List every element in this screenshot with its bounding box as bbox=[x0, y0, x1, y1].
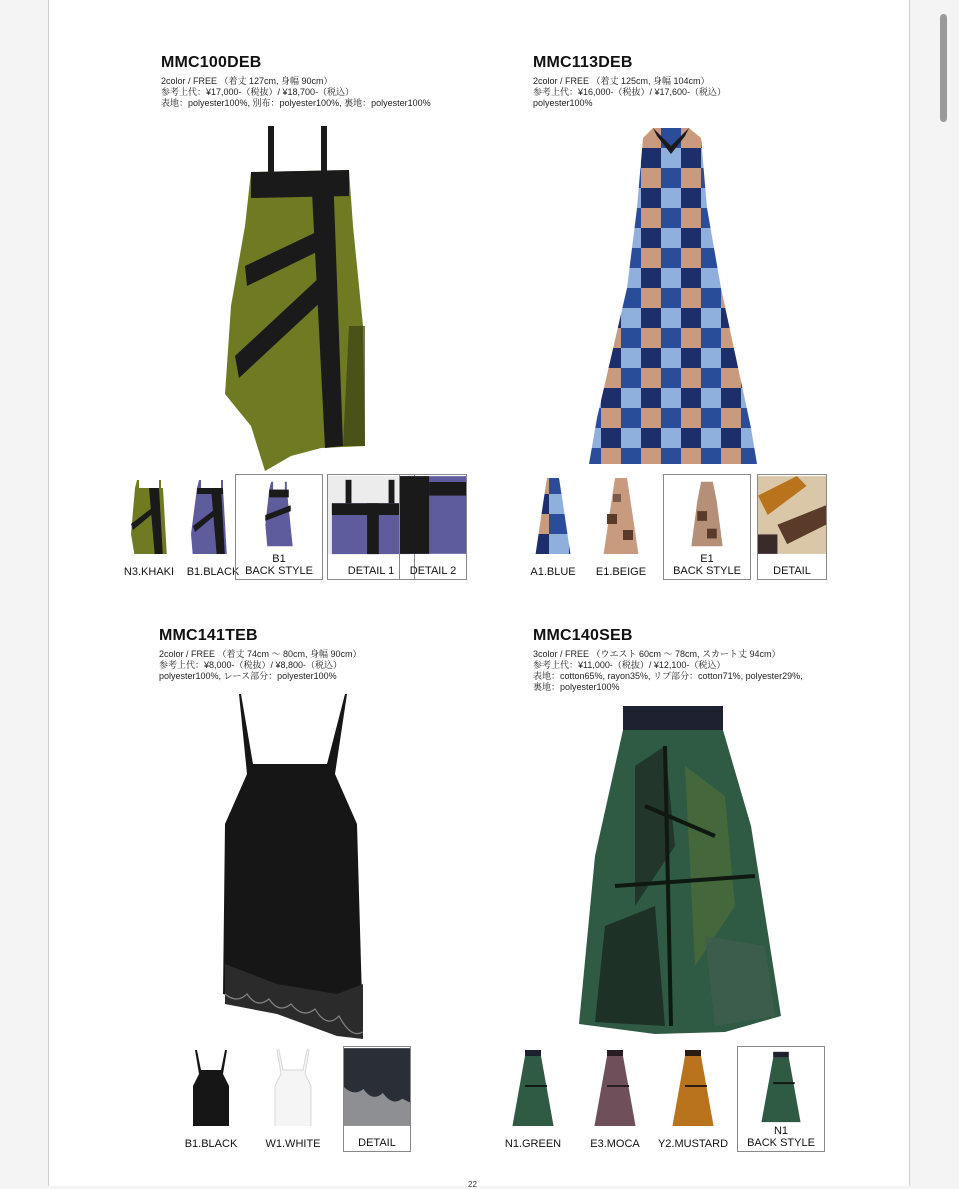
back-style-image bbox=[738, 1047, 824, 1127]
thumbnail-b1-back-style[interactable] bbox=[235, 474, 323, 580]
thumbnail-detail[interactable] bbox=[757, 474, 827, 580]
thumbnail-label: B1.BLACK bbox=[184, 1138, 238, 1150]
detail-image bbox=[344, 1047, 410, 1127]
product-size: 3color / FREE （ウエスト 60cm 〜 78cm, スカート丈 94cm） bbox=[533, 649, 781, 659]
thumbnail-label: A1.BLUE bbox=[530, 566, 576, 578]
back-style-image bbox=[236, 475, 322, 555]
product-code: MMC100DEB bbox=[161, 54, 262, 71]
thumbnail-e1-back-style[interactable] bbox=[663, 474, 751, 580]
thumbnail-label-line1: B1 bbox=[272, 553, 286, 565]
product-size: 2color / FREE （着丈 127cm, 身幅 90cm） bbox=[161, 76, 333, 86]
thumbnail-label-line1: E1 bbox=[700, 553, 714, 565]
detail-image bbox=[758, 475, 826, 555]
thumbnail-label: N3.KHAKI bbox=[123, 566, 175, 578]
detail-2-image bbox=[400, 475, 466, 555]
thumbnail-label: BACK STYLE bbox=[673, 565, 741, 577]
catalog-page bbox=[48, 0, 910, 1186]
swatch-black-image bbox=[167, 1046, 255, 1126]
product-price: 参考上代：¥17,000-（税抜）/ ¥18,700-（税込） bbox=[161, 87, 355, 97]
thumbnail-b1-black[interactable] bbox=[167, 1046, 255, 1152]
thumbnail-n1-green[interactable] bbox=[489, 1046, 577, 1152]
thumbnail-label: BACK STYLE bbox=[245, 565, 313, 577]
product-price: 参考上代：¥11,000-（税抜）/ ¥12,100-（税込） bbox=[533, 660, 726, 670]
product-lining: 裏地：polyester100% bbox=[533, 682, 620, 692]
product-material: 表地：polyester100%, 別布：polyester100%, 裏地：polyester100% bbox=[161, 98, 431, 108]
product-image-mmc141teb bbox=[217, 694, 369, 1044]
product-mmc113deb bbox=[533, 54, 726, 109]
thumbnail-label-line1: N1 bbox=[773, 1125, 789, 1137]
back-style-image bbox=[664, 475, 750, 555]
thumbnail-label: B1.BLACK bbox=[186, 566, 240, 578]
thumbnail-label: DETAIL 2 bbox=[409, 565, 457, 577]
thumbnail-label: DETAIL bbox=[358, 1137, 396, 1149]
thumbnail-label: BACK STYLE bbox=[747, 1137, 815, 1149]
thumbnail-label: E1.BEIGE bbox=[595, 566, 647, 578]
product-size: 2color / FREE （着丈 125cm, 身幅 104cm） bbox=[533, 76, 710, 86]
thumbnail-detail[interactable] bbox=[343, 1046, 411, 1152]
thumbnail-e1-beige[interactable] bbox=[577, 474, 665, 580]
thumbnail-n1-back-style[interactable] bbox=[737, 1046, 825, 1152]
product-code: MMC113DEB bbox=[533, 54, 633, 71]
thumbnail-label: N1.GREEN bbox=[504, 1138, 562, 1150]
thumbnail-w1-white[interactable] bbox=[249, 1046, 337, 1152]
swatch-mustard-image bbox=[649, 1046, 737, 1126]
product-image-mmc113deb bbox=[581, 128, 761, 468]
thumbnail-label: DETAIL 1 bbox=[347, 565, 395, 577]
swatch-white-image bbox=[249, 1046, 337, 1126]
vertical-scrollbar[interactable] bbox=[940, 14, 947, 122]
swatch-green-image bbox=[489, 1046, 577, 1126]
product-code: MMC141TEB bbox=[159, 627, 258, 644]
product-size: 2color / FREE （着丈 74cm 〜 80cm, 身幅 90cm） bbox=[159, 649, 362, 659]
thumbnail-label: Y2.MUSTARD bbox=[657, 1138, 729, 1150]
product-mmc140seb bbox=[533, 627, 803, 693]
thumbnail-label: W1.WHITE bbox=[265, 1138, 321, 1150]
product-material: polyester100%, レース部分：polyester100% bbox=[159, 671, 337, 681]
product-price: 参考上代：¥8,000-（税抜）/ ¥8,800-（税込） bbox=[159, 660, 343, 670]
thumbnail-e3-moca[interactable] bbox=[571, 1046, 659, 1152]
product-mmc100deb bbox=[161, 54, 431, 109]
swatch-moca-image bbox=[571, 1046, 659, 1126]
swatch-beige-image bbox=[577, 474, 665, 554]
product-image-mmc140seb bbox=[575, 706, 789, 1038]
product-code: MMC140SEB bbox=[533, 627, 633, 644]
product-material: 表地：cotton65%, rayon35%, リブ部分：cotton71%, polyester29%, bbox=[533, 671, 803, 681]
product-price: 参考上代：¥16,000-（税抜）/ ¥17,600-（税込） bbox=[533, 87, 727, 97]
thumbnail-detail-2[interactable] bbox=[399, 474, 467, 580]
product-mmc141teb bbox=[159, 627, 362, 682]
thumbnail-label: E3.MOCA bbox=[590, 1138, 640, 1150]
thumbnail-label: DETAIL bbox=[773, 565, 811, 577]
product-image-mmc100deb bbox=[221, 126, 371, 476]
product-material: polyester100% bbox=[533, 98, 593, 108]
page-number: 22 bbox=[468, 1180, 477, 1189]
thumbnail-y2-mustard[interactable] bbox=[649, 1046, 737, 1152]
